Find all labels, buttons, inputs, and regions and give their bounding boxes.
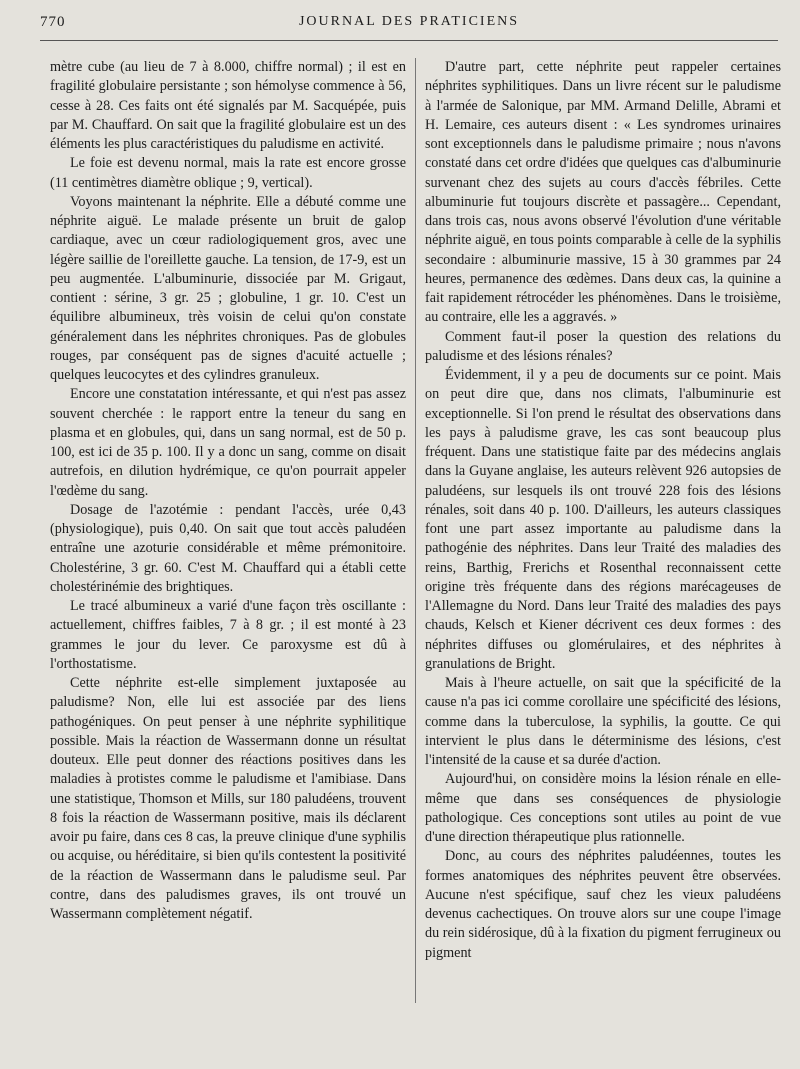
left-column (50, 58, 406, 1058)
paragraph: Le tracé albumineux a varié d'une façon très oscillante : actuellement, chiffres faibles, 7 à 8 gr. ; il est monté à 23 grammes le jour du lever. Ce paroxysme est dû à l'orthostatisme. (50, 598, 406, 672)
paragraph: Encore une constatation intéressante, et qui n'est pas assez souvent cherchée : le rapport entre la teneur du sang en plasma et en globules, qui, dans un sang normal, est de 50 p. 100, est ici de 35 p. 100. Il y a donc un sang, comme on disait autrefois, en dilution hydrémique, ce qu'on pourrait appeler l'œdème du sang. (50, 386, 406, 499)
paragraph: Comment faut-il poser la question des relations du paludisme et des lésions rénales? (425, 328, 781, 364)
page-header (40, 14, 778, 36)
column-separator (415, 58, 416, 1003)
paragraph: Cette néphrite est-elle simplement juxtaposée au paludisme? Non, elle lui est associée par des liens pathogéniques. On peut penser à une néphrite syphilitique possible. Mais la réaction de Wassermann donne un résultat douteux. Elle peut donner des réactions positives dans les maladies à protistes comme le paludisme et l'amibiase. Dans une statistique, Thomson et Mills, sur 180 paludéens, trouvent 8 fois la réaction de Wassermann positive, mais ils déclarent avoir pu faire, dans ces 8 cas, la preuve clinique d'une syphilis ou acquise, ou héréditaire, si bien qu'ils contestent la positivité de la réaction de Wassermann dans le paludisme seul. Par contre, dans des paludismes graves, ils ont trouvé un Wassermann complètement négatif. (50, 675, 406, 922)
right-column (425, 58, 781, 1058)
paragraph: Aujourd'hui, on considère moins la lésion rénale en elle-même que dans ses conséquences de physiologie pathologique. Ces conceptions sont utiles au point de vue d'une direction thérapeutique plus rationnelle. (425, 771, 781, 845)
paragraph: D'autre part, cette néphrite peut rappeler certaines néphrites syphilitiques. Dans un livre récent sur le paludisme à l'armée de Salonique, par MM. Armand Delille, Abrami et H. Lemaire, ces auteurs disent : « Les syndromes urinaires sont exceptionnels dans le paludisme primaire ; nous n'avons constaté dans cet ordre d'idées que quelques cas d'albuminurie survenant chez des sujets au cours d'accès fébriles. Cette albuminurie fut toujours discrète et passagère... Cependant, dans trois cas, nous avons observé l'évolution d'une véritable néphrite aiguë, en tous points comparable à celle de la syphilis secondaire : albuminurie massive, 15 à 30 grammes par 24 heures, permanence des œdèmes. Dans deux cas, la quinine a fait rapidement rétrocéder les phénomènes. Dans le troisième, au contraire, elle les a aggravés. » (425, 59, 781, 326)
paragraph: Donc, au cours des néphrites paludéennes, toutes les formes anatomiques des néphrites peuvent être observées. Aucune n'est spécifique, sauf chez les vieux paludéens devenus cachectiques. On trouve alors sur une coupe l'image du rein sidérosique, dû à la fixation du pigment ferrugineux ou pigment (425, 848, 781, 961)
paragraph: Dosage de l'azotémie : pendant l'accès, urée 0,43 (physiologique), puis 0,40. On sait que tout accès paludéen entraîne une azoturie considérable et même prémonitoire. Cholestérine, 3 gr. 60. C'est M. Chauffard qui a établi cette cholestérinémie des brightiques. (50, 501, 406, 595)
running-title: JOURNAL DES PRATICIENS (298, 14, 520, 29)
paragraph: mètre cube (au lieu de 7 à 8.000, chiffre normal) ; il est en fragilité globulaire persistante ; son hémolyse commence à 56, cesse à 28. Ces faits ont été signalés par M. Sacquépée, puis par M. Chauffard. On sait que la fragilité globulaire est un des éléments les plus caractéristiques du paludisme en activité. (50, 59, 406, 152)
paragraph: Le foie est devenu normal, mais la rate est encore grosse (11 centimètres diamètre oblique ; 9, vertical). (50, 155, 406, 191)
paragraph: Mais à l'heure actuelle, on sait que la spécificité de la cause n'a pas ici comme corollaire une spécificité des lésions, comme dans la tuberculose, la syphilis, la goutte. Ce qui intervient le plus dans le déterminisme des lésions, c'est l'intensité de la cause et sa durée d'action. (425, 675, 781, 768)
header-rule (40, 40, 778, 41)
paragraph: Voyons maintenant la néphrite. Elle a débuté comme une néphrite aiguë. Le malade présente un bruit de galop cardiaque, avec un cœur radiologiquement gros, avec une légère saillie de l'oreillette gauche. La tension, de 17-9, est un peu augmentée. L'albuminurie, dissociée par M. Grigaut, contient : sérine, 3 gr. 25 ; globuline, 1 gr. 10. C'est un équilibre albumineux, très voisin de celui qu'on constate généralement dans les néphrites chroniques. Pas de globules rouges, par conséquent pas de signes d'acuité actuelle ; quelques leucocytes et des cylindres granuleux. (50, 193, 406, 383)
page-number: 770 (40, 14, 66, 30)
paragraph: Évidemment, il y a peu de documents sur ce point. Mais on peut dire que, dans nos climats, l'albuminurie est exceptionnelle. Si l'on prend le résultat des observations dans les pays à paludisme grave, les cas sont beaucoup plus fréquent. Dans une statistique faite par des médecins anglais dans la Guyane anglaise, les auteurs relèvent 926 autopsies de paludéens, sur lesquels ils ont trouvé 228 fois des lésions rénales, soit dans 40 p. 100. D'ailleurs, les auteurs classiques font une part assez importante au paludisme dans la pathogénie des néphrites. Dans leur Traité des maladies des reins, Barthig, Frerichs et Rosenthal reconnaissent cette origine très fréquente dans des régions marécageuses de l'Allemagne du Nord. Dans leur Traité des maladies des pays chauds, Kelsch et Kiener décrivent ces deux formes : des néphrites diffuses ou glomérulaires, et des néphrites à granulations de Bright. (425, 367, 781, 672)
